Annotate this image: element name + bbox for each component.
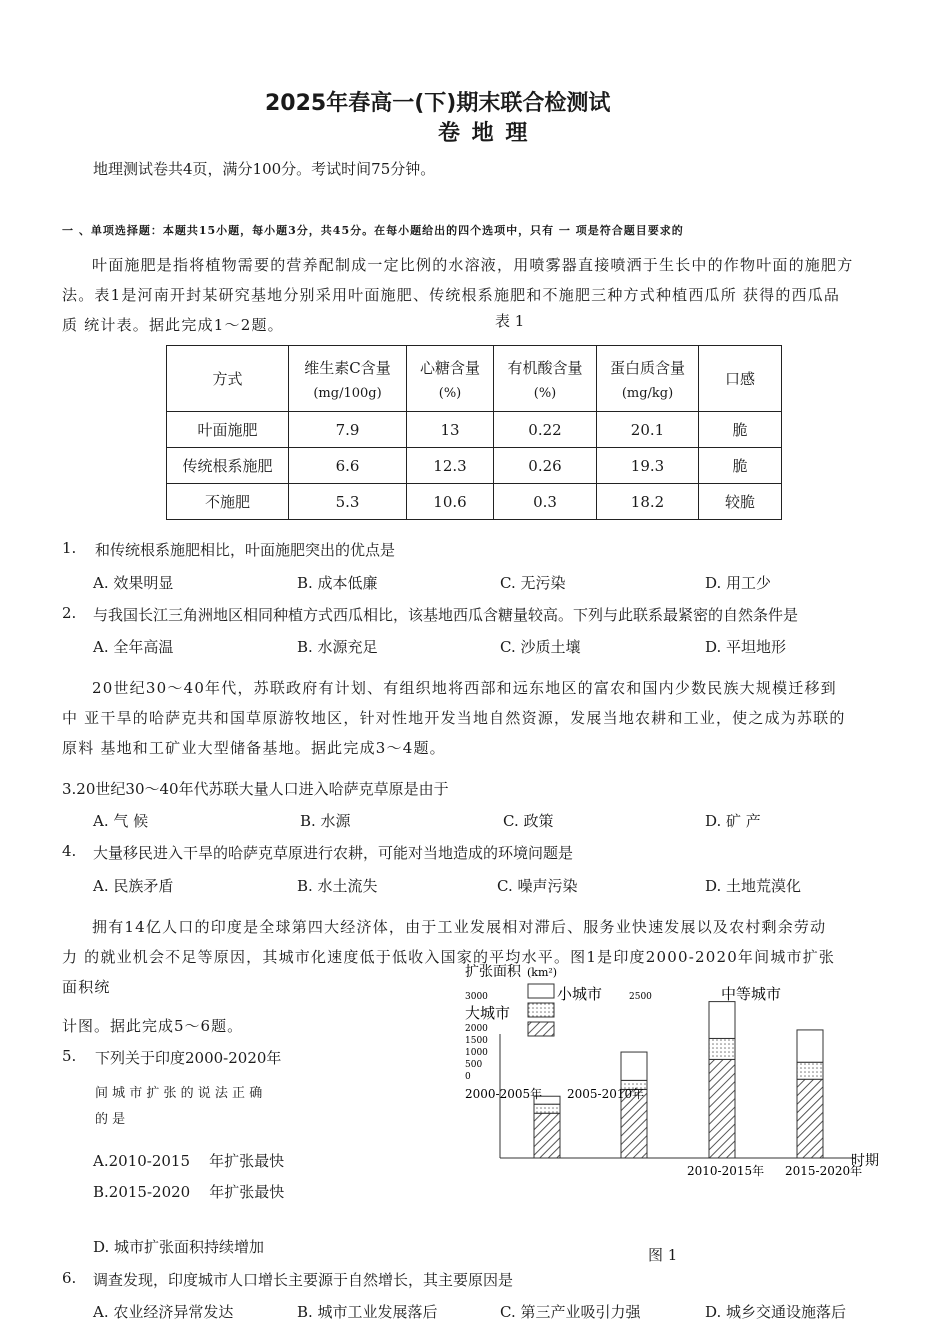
y-tick-label: 500 bbox=[465, 1060, 483, 1070]
table-cell: 不施肥 bbox=[167, 484, 289, 520]
table-cell: 脆 bbox=[699, 412, 782, 448]
y-axis-unit: (km²) bbox=[527, 966, 558, 979]
question-4-number: 4. bbox=[62, 842, 77, 860]
table-cell: 20.1 bbox=[597, 412, 699, 448]
y-tick-label: 0 bbox=[465, 1072, 471, 1082]
question-4-stem: 大量移民进入干旱的哈萨克草原进行农耕，可能对当地造成的环境问题是 bbox=[93, 844, 574, 862]
bar-large-city bbox=[709, 1059, 735, 1158]
q5-option-b[interactable]: B.2015-2020 年扩张最快 bbox=[93, 1183, 285, 1201]
question-2-number: 2. bbox=[62, 604, 77, 622]
table-row bbox=[167, 484, 782, 520]
section-heading: 一 、单项选择题：本题共15小题，每小题3分，共45分。在每小题给出的四个选项中，只有 一 项是符合题目要求的 bbox=[62, 224, 684, 237]
question-5-stem: 的 是 bbox=[95, 1112, 126, 1127]
table-header-cell: 蛋白质含量 (mg/kg) bbox=[597, 346, 699, 412]
table-cell: 传统根系施肥 bbox=[167, 448, 289, 484]
material-1 bbox=[62, 250, 890, 340]
q3-option-d[interactable]: D. 矿 产 bbox=[705, 812, 761, 830]
question-6-number: 6. bbox=[62, 1269, 77, 1287]
q6-option-d[interactable]: D. 城乡交通设施落后 bbox=[705, 1303, 847, 1321]
table-cell: 13 bbox=[407, 412, 494, 448]
legend-label-medium: 中等城市 bbox=[721, 985, 782, 1003]
q4-option-b[interactable]: B. 水土流失 bbox=[297, 877, 378, 895]
y-tick-label: 1000 bbox=[465, 1048, 488, 1058]
table-header-cell: 维生素C含量 (mg/100g) bbox=[289, 346, 407, 412]
table-cell: 5.3 bbox=[289, 484, 407, 520]
legend-label-large: 大城市 bbox=[465, 1004, 511, 1022]
bar-large-city bbox=[797, 1079, 823, 1158]
material-2 bbox=[62, 673, 890, 763]
question-3-stem: 3.20世纪30～40年代苏联大量人口进入哈萨克草原是由于 bbox=[62, 780, 449, 798]
material-1-line: 法。表1是河南开封某研究基地分别采用叶面施肥、传统根系施肥和不施肥三种方式种植西瓜所 获得的西瓜品 bbox=[62, 286, 841, 304]
table-cell: 12.3 bbox=[407, 448, 494, 484]
table-cell: 叶面施肥 bbox=[167, 412, 289, 448]
q5-option-a[interactable]: A.2010-2015 年扩张最快 bbox=[93, 1152, 285, 1170]
table-header-row bbox=[167, 346, 782, 412]
table-cell: 19.3 bbox=[597, 448, 699, 484]
exam-title: 2025年春高一(下)期末联合检测试 bbox=[265, 91, 611, 116]
bar-small-city bbox=[797, 1030, 823, 1062]
q6-option-c[interactable]: C. 第三产业吸引力强 bbox=[500, 1303, 641, 1321]
y-tick-label: 3000 bbox=[465, 992, 488, 1002]
q5-option-d[interactable]: D. 城市扩张面积持续增加 bbox=[93, 1238, 265, 1256]
table-row bbox=[167, 448, 782, 484]
material-2-line: 原料 基地和工矿业大型储备基地。据此完成3～4题。 bbox=[62, 739, 446, 757]
x-category-label: 2005-2010年 bbox=[567, 1087, 645, 1101]
material-3-line: 面积统 bbox=[62, 978, 111, 996]
legend-swatch-small bbox=[528, 984, 554, 998]
figure-caption: 图 1 bbox=[648, 1246, 678, 1264]
x-category-label: 2015-2020年 bbox=[785, 1164, 863, 1178]
y-tick-label: 2000 bbox=[465, 1024, 488, 1034]
exam-intro: 地理测试卷共4页，满分100分。考试时间75分钟。 bbox=[93, 160, 436, 178]
q4-option-c[interactable]: C. 噪声污染 bbox=[497, 877, 578, 895]
q6-option-b[interactable]: B. 城市工业发展落后 bbox=[297, 1303, 438, 1321]
quality-table bbox=[166, 345, 782, 520]
q1-option-a[interactable]: A. 效果明显 bbox=[93, 574, 174, 592]
q2-option-b[interactable]: B. 水源充足 bbox=[297, 638, 378, 656]
material-2-line: 20世纪30～40年代，苏联政府有计划、有组织地将西部和远东地区的富农和国内少数民族大规模迁移到 bbox=[92, 679, 837, 697]
y-axis-label: 扩张面积 bbox=[465, 964, 521, 980]
q2-option-d[interactable]: D. 平坦地形 bbox=[705, 638, 787, 656]
table-header-cell: 有机酸含量 (%) bbox=[494, 346, 597, 412]
table-cell: 10.6 bbox=[407, 484, 494, 520]
q2-option-c[interactable]: C. 沙质土壤 bbox=[500, 638, 581, 656]
question-5-number: 5. bbox=[62, 1047, 77, 1065]
table-row bbox=[167, 412, 782, 448]
legend-swatch-medium bbox=[528, 1003, 554, 1017]
material-3-line: 计图。据此完成5～6题。 bbox=[62, 1017, 244, 1035]
question-2-stem: 与我国长江三角洲地区相同种植方式西瓜相比，该基地西瓜含糖量较高。下列与此联系最紧密的自然条件是 bbox=[93, 606, 799, 624]
q1-option-c[interactable]: C. 无污染 bbox=[500, 574, 566, 592]
q6-option-a[interactable]: A. 农业经济异常发达 bbox=[93, 1303, 234, 1321]
legend-swatch-large bbox=[528, 1022, 554, 1036]
bar-medium-city bbox=[709, 1038, 735, 1059]
q1-option-b[interactable]: B. 成本低廉 bbox=[297, 574, 378, 592]
table-cell: 18.2 bbox=[597, 484, 699, 520]
question-5-stem: 间 城 市 扩 张 的 说 法 正 确 bbox=[95, 1086, 263, 1101]
material-1-line: 质 统计表。据此完成1～2题。 bbox=[62, 316, 284, 334]
q4-option-d[interactable]: D. 土地荒漠化 bbox=[705, 877, 802, 895]
table-caption: 表 1 bbox=[495, 312, 525, 330]
q1-option-d[interactable]: D. 用工少 bbox=[705, 574, 772, 592]
city-expansion-chart bbox=[455, 962, 895, 1262]
y-tick-label: 1500 bbox=[465, 1036, 488, 1046]
material-2-line: 中 亚干旱的哈萨克共和国草原游牧地区，针对性地开发当地自然资源，发展当地农耕和工业，使之成为苏联的 bbox=[62, 709, 846, 727]
table-cell: 较脆 bbox=[699, 484, 782, 520]
question-1-number: 1. bbox=[62, 539, 77, 557]
q4-option-a[interactable]: A. 民族矛盾 bbox=[93, 877, 174, 895]
table-header-cell: 口感 bbox=[699, 346, 782, 412]
q2-option-a[interactable]: A. 全年高温 bbox=[93, 638, 174, 656]
legend-label-small: 小城市 bbox=[557, 985, 603, 1003]
table-cell: 0.3 bbox=[494, 484, 597, 520]
x-category-label: 2010-2015年 bbox=[687, 1164, 765, 1178]
table-cell: 7.9 bbox=[289, 412, 407, 448]
x-axis-label: 时期 bbox=[851, 1153, 879, 1169]
table-cell: 0.22 bbox=[494, 412, 597, 448]
table-cell: 0.26 bbox=[494, 448, 597, 484]
bar-small-city bbox=[709, 1002, 735, 1039]
y-tick-label: 2500 bbox=[629, 992, 652, 1002]
q3-option-a[interactable]: A. 气 候 bbox=[93, 812, 149, 830]
q3-option-c[interactable]: C. 政策 bbox=[503, 812, 554, 830]
exam-subject: 卷 地 理 bbox=[438, 121, 530, 146]
q3-option-b[interactable]: B. 水源 bbox=[300, 812, 351, 830]
table-cell: 6.6 bbox=[289, 448, 407, 484]
table-cell: 脆 bbox=[699, 448, 782, 484]
bar-small-city bbox=[621, 1052, 647, 1080]
question-6-stem: 调查发现，印度城市人口增长主要源于自然增长，其主要原因是 bbox=[93, 1271, 514, 1289]
table-header-cell: 心糖含量 (%) bbox=[407, 346, 494, 412]
table-header-cell: 方式 bbox=[167, 346, 289, 412]
material-3-line: 拥有14亿人口的印度是全球第四大经济体，由于工业发展相对滞后、服务业快速发展以及农村剩余劳动 bbox=[92, 918, 827, 936]
bar-medium-city bbox=[797, 1062, 823, 1079]
bar-large-city bbox=[534, 1113, 560, 1158]
material-1-line: 叶面施肥是指将植物需要的营养配制成一定比例的水溶液，用喷雾器直接喷洒于生长中的作物叶面的施肥方 bbox=[92, 256, 854, 274]
bar-medium-city bbox=[534, 1104, 560, 1113]
material-3-line: 力 的就业机会不足等原因，其城市化速度低于低收入国家的平均水平。图1是印度2000-2020年间城市扩张 bbox=[62, 948, 836, 966]
question-5-stem: 下列关于印度2000-2020年 bbox=[95, 1049, 282, 1067]
x-category-label: 2000-2005年 bbox=[465, 1087, 543, 1101]
question-1-stem: 和传统根系施肥相比，叶面施肥突出的优点是 bbox=[95, 541, 396, 559]
